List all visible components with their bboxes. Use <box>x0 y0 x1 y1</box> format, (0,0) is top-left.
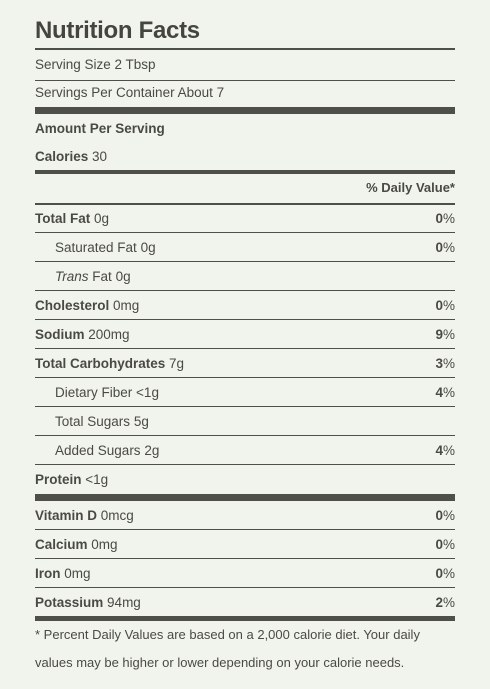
total-fat-amount: 0g <box>94 211 110 226</box>
calories-row <box>35 148 455 166</box>
divider <box>35 261 455 262</box>
saturated-fat-dv-number: 0 <box>435 240 443 255</box>
sodium-row <box>35 326 455 344</box>
sodium-dv-number: 9 <box>435 327 443 342</box>
percent-sign: % <box>442 240 455 255</box>
dv-divider <box>35 203 455 205</box>
cholesterol-daily-value <box>435 297 455 315</box>
trans-row <box>35 268 455 286</box>
footnote-line-2: values may be higher or lower depending on your calorie needs. <box>35 655 405 670</box>
divider <box>35 464 455 465</box>
title-divider <box>35 48 455 50</box>
potassium-daily-value <box>435 594 455 612</box>
percent-sign: % <box>442 327 455 342</box>
cholesterol-amount: 0mg <box>113 298 140 313</box>
percent-sign: % <box>442 356 455 371</box>
footnote-line-1: * Percent Daily Values are based on a 2,000 calorie diet. Your daily <box>35 627 420 642</box>
divider <box>35 529 455 530</box>
total-fat-daily-value <box>435 210 455 228</box>
calcium-amount: 0mg <box>91 537 118 552</box>
cholesterol-label: Cholesterol <box>35 298 110 313</box>
calories-label: Calories <box>35 149 89 164</box>
protein-amount: <1g <box>85 472 109 487</box>
sodium-label: Sodium <box>35 327 85 342</box>
percent-sign: % <box>442 566 455 581</box>
calcium-dv-number: 0 <box>435 537 443 552</box>
added-sugars-label: Added Sugars <box>55 443 141 458</box>
protein-row <box>35 471 455 489</box>
iron-amount: 0mg <box>64 566 91 581</box>
potassium-amount: 94mg <box>107 595 141 610</box>
added-sugars-dv-number: 4 <box>435 443 443 458</box>
cholesterol-dv-number: 0 <box>435 298 443 313</box>
dietary-fiber-row <box>35 384 455 402</box>
divider <box>35 319 455 320</box>
dietary-fiber-daily-value <box>435 384 455 402</box>
total-fat-dv-number: 0 <box>435 211 443 226</box>
total-sugars-label: Total Sugars <box>55 414 131 429</box>
divider <box>35 406 455 407</box>
total-carbohydrates-daily-value <box>435 355 455 373</box>
divider <box>35 587 455 588</box>
percent-sign: % <box>442 595 455 610</box>
total-carbohydrates-label: Total Carbohydrates <box>35 356 166 371</box>
saturated-fat-label: Saturated Fat <box>55 240 137 255</box>
vitamin-d-daily-value <box>435 507 455 525</box>
percent-sign: % <box>442 211 455 226</box>
divider <box>35 558 455 559</box>
added-sugars-amount: 2g <box>144 443 160 458</box>
percent-sign: % <box>442 508 455 523</box>
cholesterol-row <box>35 297 455 315</box>
daily-value-header: % Daily Value* <box>366 180 455 195</box>
calcium-row <box>35 536 455 554</box>
calories-value: 30 <box>92 149 108 164</box>
trans-amount: 0g <box>115 269 131 284</box>
servings-per-container: Servings Per Container About 7 <box>35 85 225 100</box>
calories-divider <box>35 170 455 174</box>
percent-sign: % <box>442 537 455 552</box>
divider <box>35 232 455 233</box>
calcium-label: Calcium <box>35 537 88 552</box>
potassium-row <box>35 594 455 612</box>
divider <box>35 435 455 436</box>
total-carbohydrates-amount: 7g <box>169 356 185 371</box>
amount-per-serving: Amount Per Serving <box>35 121 165 136</box>
trans-label: Trans <box>55 269 89 284</box>
vitamin-d-amount: 0mcg <box>100 508 134 523</box>
added-sugars-row <box>35 442 455 460</box>
protein-label: Protein <box>35 472 82 487</box>
serving-size: Serving Size 2 Tbsp <box>35 57 156 72</box>
iron-daily-value <box>435 565 455 583</box>
thick-divider <box>35 107 455 114</box>
total-fat-row <box>35 210 455 228</box>
dietary-fiber-label: Dietary Fiber <box>55 385 133 400</box>
potassium-label: Potassium <box>35 595 104 610</box>
vitamin-d-dv-number: 0 <box>435 508 443 523</box>
sodium-amount: 200mg <box>88 327 130 342</box>
total-carbohydrates-dv-number: 3 <box>435 356 443 371</box>
vitamin-d-label: Vitamin D <box>35 508 98 523</box>
total-fat-label: Total Fat <box>35 211 91 226</box>
percent-sign: % <box>442 385 455 400</box>
total-sugars-row <box>35 413 455 431</box>
percent-sign: % <box>442 298 455 313</box>
divider <box>35 377 455 378</box>
total-carbohydrates-row <box>35 355 455 373</box>
added-sugars-daily-value <box>435 442 455 460</box>
divider <box>35 290 455 291</box>
iron-row <box>35 565 455 583</box>
saturated-fat-amount: 0g <box>140 240 156 255</box>
potassium-dv-number: 2 <box>435 595 443 610</box>
iron-dv-number: 0 <box>435 566 443 581</box>
saturated-fat-daily-value <box>435 239 455 257</box>
dietary-fiber-dv-number: 4 <box>435 385 443 400</box>
divider <box>35 348 455 349</box>
calcium-daily-value <box>435 536 455 554</box>
trans-label-suffix: Fat <box>92 269 112 284</box>
label-title: Nutrition Facts <box>35 17 200 44</box>
percent-sign: % <box>442 443 455 458</box>
vitamin-d-row <box>35 507 455 525</box>
sodium-daily-value <box>435 326 455 344</box>
saturated-fat-row <box>35 239 455 257</box>
thick-divider <box>35 494 455 501</box>
divider <box>35 80 455 81</box>
total-sugars-amount: 5g <box>133 414 149 429</box>
dietary-fiber-amount: <1g <box>136 385 159 400</box>
iron-label: Iron <box>35 566 61 581</box>
